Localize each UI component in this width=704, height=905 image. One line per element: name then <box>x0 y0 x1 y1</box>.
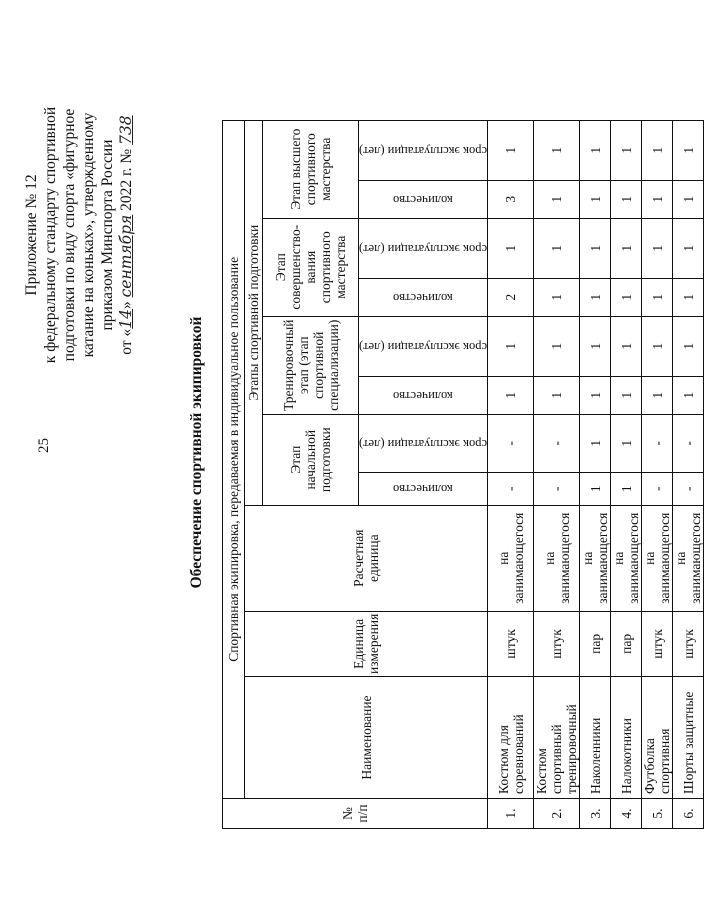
stage-3: Этап совершенство- вания спортивного мастерства <box>263 218 359 316</box>
header-stages: Этапы спортивной подготовки <box>245 120 263 505</box>
row-value: 1 <box>580 180 611 218</box>
stage-2: Тренировочный этап (этап спортивной специализации) <box>263 316 359 414</box>
row-value: 1 <box>611 278 642 316</box>
row-unit: штук <box>673 611 704 676</box>
row-value: 1 <box>580 278 611 316</box>
appendix-line: к федеральному стандарту спортивной <box>42 106 59 364</box>
row-value: 1 <box>488 218 534 278</box>
term-label: срок эксплуатации (лет) <box>359 143 488 158</box>
row-calc: на занимающегося <box>673 505 704 611</box>
table-row <box>534 120 580 828</box>
row-name: Футболка спортивная <box>642 677 673 799</box>
row-unit: штук <box>534 611 580 676</box>
page-number: 25 <box>36 438 52 453</box>
row-value: 1 <box>534 316 580 376</box>
row-value: 1 <box>673 120 704 180</box>
header-calc: Расчетная единица <box>245 505 488 611</box>
row-value: 1 <box>534 278 580 316</box>
row-value: 1 <box>611 180 642 218</box>
row-num: 2. <box>534 799 580 829</box>
row-num: 5. <box>642 799 673 829</box>
row-value: - <box>488 472 534 505</box>
appendix-title: Приложение № 12 <box>23 174 40 296</box>
row-value: 1 <box>611 316 642 376</box>
order-number: 738 <box>117 115 135 145</box>
row-value: 1 <box>488 120 534 180</box>
row-value: 1 <box>580 218 611 278</box>
row-value: 1 <box>642 316 673 376</box>
appendix-note <box>22 30 136 440</box>
row-name: Наколенники <box>580 677 611 799</box>
row-name: Шорты защитные <box>673 677 704 799</box>
row-value: 3 <box>488 180 534 218</box>
row-value: 1 <box>580 472 611 505</box>
row-value: 1 <box>534 376 580 414</box>
term-label: срок эксплуатации (лет) <box>359 339 488 354</box>
row-value: 1 <box>534 120 580 180</box>
row-num: 4. <box>611 799 642 829</box>
row-unit: штук <box>642 611 673 676</box>
row-name: Костюм спортивный тренировочный <box>534 677 580 799</box>
row-value: 1 <box>642 218 673 278</box>
row-value: 1 <box>488 316 534 376</box>
qty-label: количество <box>393 388 453 403</box>
row-num: 1. <box>488 799 534 829</box>
table-row <box>673 120 704 828</box>
row-value: 1 <box>642 278 673 316</box>
row-value: 1 <box>580 414 611 472</box>
table-row <box>580 120 611 828</box>
date-year: 2022 г. № <box>118 148 135 211</box>
row-value: - <box>534 414 580 472</box>
header-top: Спортивная экипировка, передаваемая в индивидуальное пользование <box>223 120 245 798</box>
row-name: Костюм для соревнований <box>488 677 534 799</box>
document-title: Обеспечение спортивной экипировкой <box>188 316 205 589</box>
row-value: 2 <box>488 278 534 316</box>
row-value: - <box>673 472 704 505</box>
row-value: 1 <box>673 218 704 278</box>
header-unit: Единица измерения <box>245 611 488 676</box>
row-num: 3. <box>580 799 611 829</box>
row-value: 1 <box>488 376 534 414</box>
qty-label: количество <box>393 192 453 207</box>
row-value: - <box>642 472 673 505</box>
row-value: 1 <box>642 120 673 180</box>
date-day: 14 <box>117 309 135 329</box>
row-value: 1 <box>611 120 642 180</box>
row-calc: на занимающегося <box>488 505 534 611</box>
row-value: 1 <box>673 278 704 316</box>
qty-label: количество <box>393 290 453 305</box>
row-value: - <box>534 472 580 505</box>
row-value: 1 <box>642 180 673 218</box>
date-month: сентября <box>117 214 135 298</box>
row-value: 1 <box>611 376 642 414</box>
header-num: № п/п <box>223 799 488 829</box>
row-name: Налокотники <box>611 677 642 799</box>
row-unit: пар <box>580 611 611 676</box>
row-value: 1 <box>611 414 642 472</box>
appendix-date-line: от «14» сентября 2022 г. № 738 <box>117 115 135 355</box>
row-value: 1 <box>534 180 580 218</box>
row-calc: на занимающегося <box>534 505 580 611</box>
table-row <box>488 120 534 828</box>
equipment-table <box>222 120 704 829</box>
appendix-line: катание на коньках», утвержденному <box>80 112 97 358</box>
row-calc: на занимающегося <box>580 505 611 611</box>
term-label: срок эксплуатации (лет) <box>359 241 488 256</box>
row-value: 1 <box>642 376 673 414</box>
row-value: 1 <box>611 218 642 278</box>
row-value: 1 <box>580 120 611 180</box>
row-value: - <box>642 414 673 472</box>
row-unit: пар <box>611 611 642 676</box>
row-value: 1 <box>673 376 704 414</box>
appendix-line: подготовки по виду спорта «фигурное <box>61 108 78 362</box>
row-value: 1 <box>580 376 611 414</box>
stage-1: Этап начальной подготовки <box>263 414 359 505</box>
row-value: 1 <box>534 218 580 278</box>
row-value: 1 <box>611 472 642 505</box>
row-calc: на занимающегося <box>611 505 642 611</box>
table-row <box>642 120 673 828</box>
table-row <box>611 120 642 828</box>
row-value: 1 <box>673 180 704 218</box>
row-calc: на занимающегося <box>642 505 673 611</box>
row-unit: штук <box>488 611 534 676</box>
term-label: срок эксплуатации (лет) <box>359 436 488 451</box>
row-value: 1 <box>673 316 704 376</box>
header-name: Наименование <box>245 677 488 799</box>
row-value: 1 <box>580 316 611 376</box>
appendix-line: приказом Минспорта России <box>99 139 116 331</box>
qty-label: количество <box>393 482 453 497</box>
row-num: 6. <box>673 799 704 829</box>
row-value: - <box>673 414 704 472</box>
stage-4: Этап высшего спортивного мастерства <box>263 120 359 218</box>
row-value: - <box>488 414 534 472</box>
